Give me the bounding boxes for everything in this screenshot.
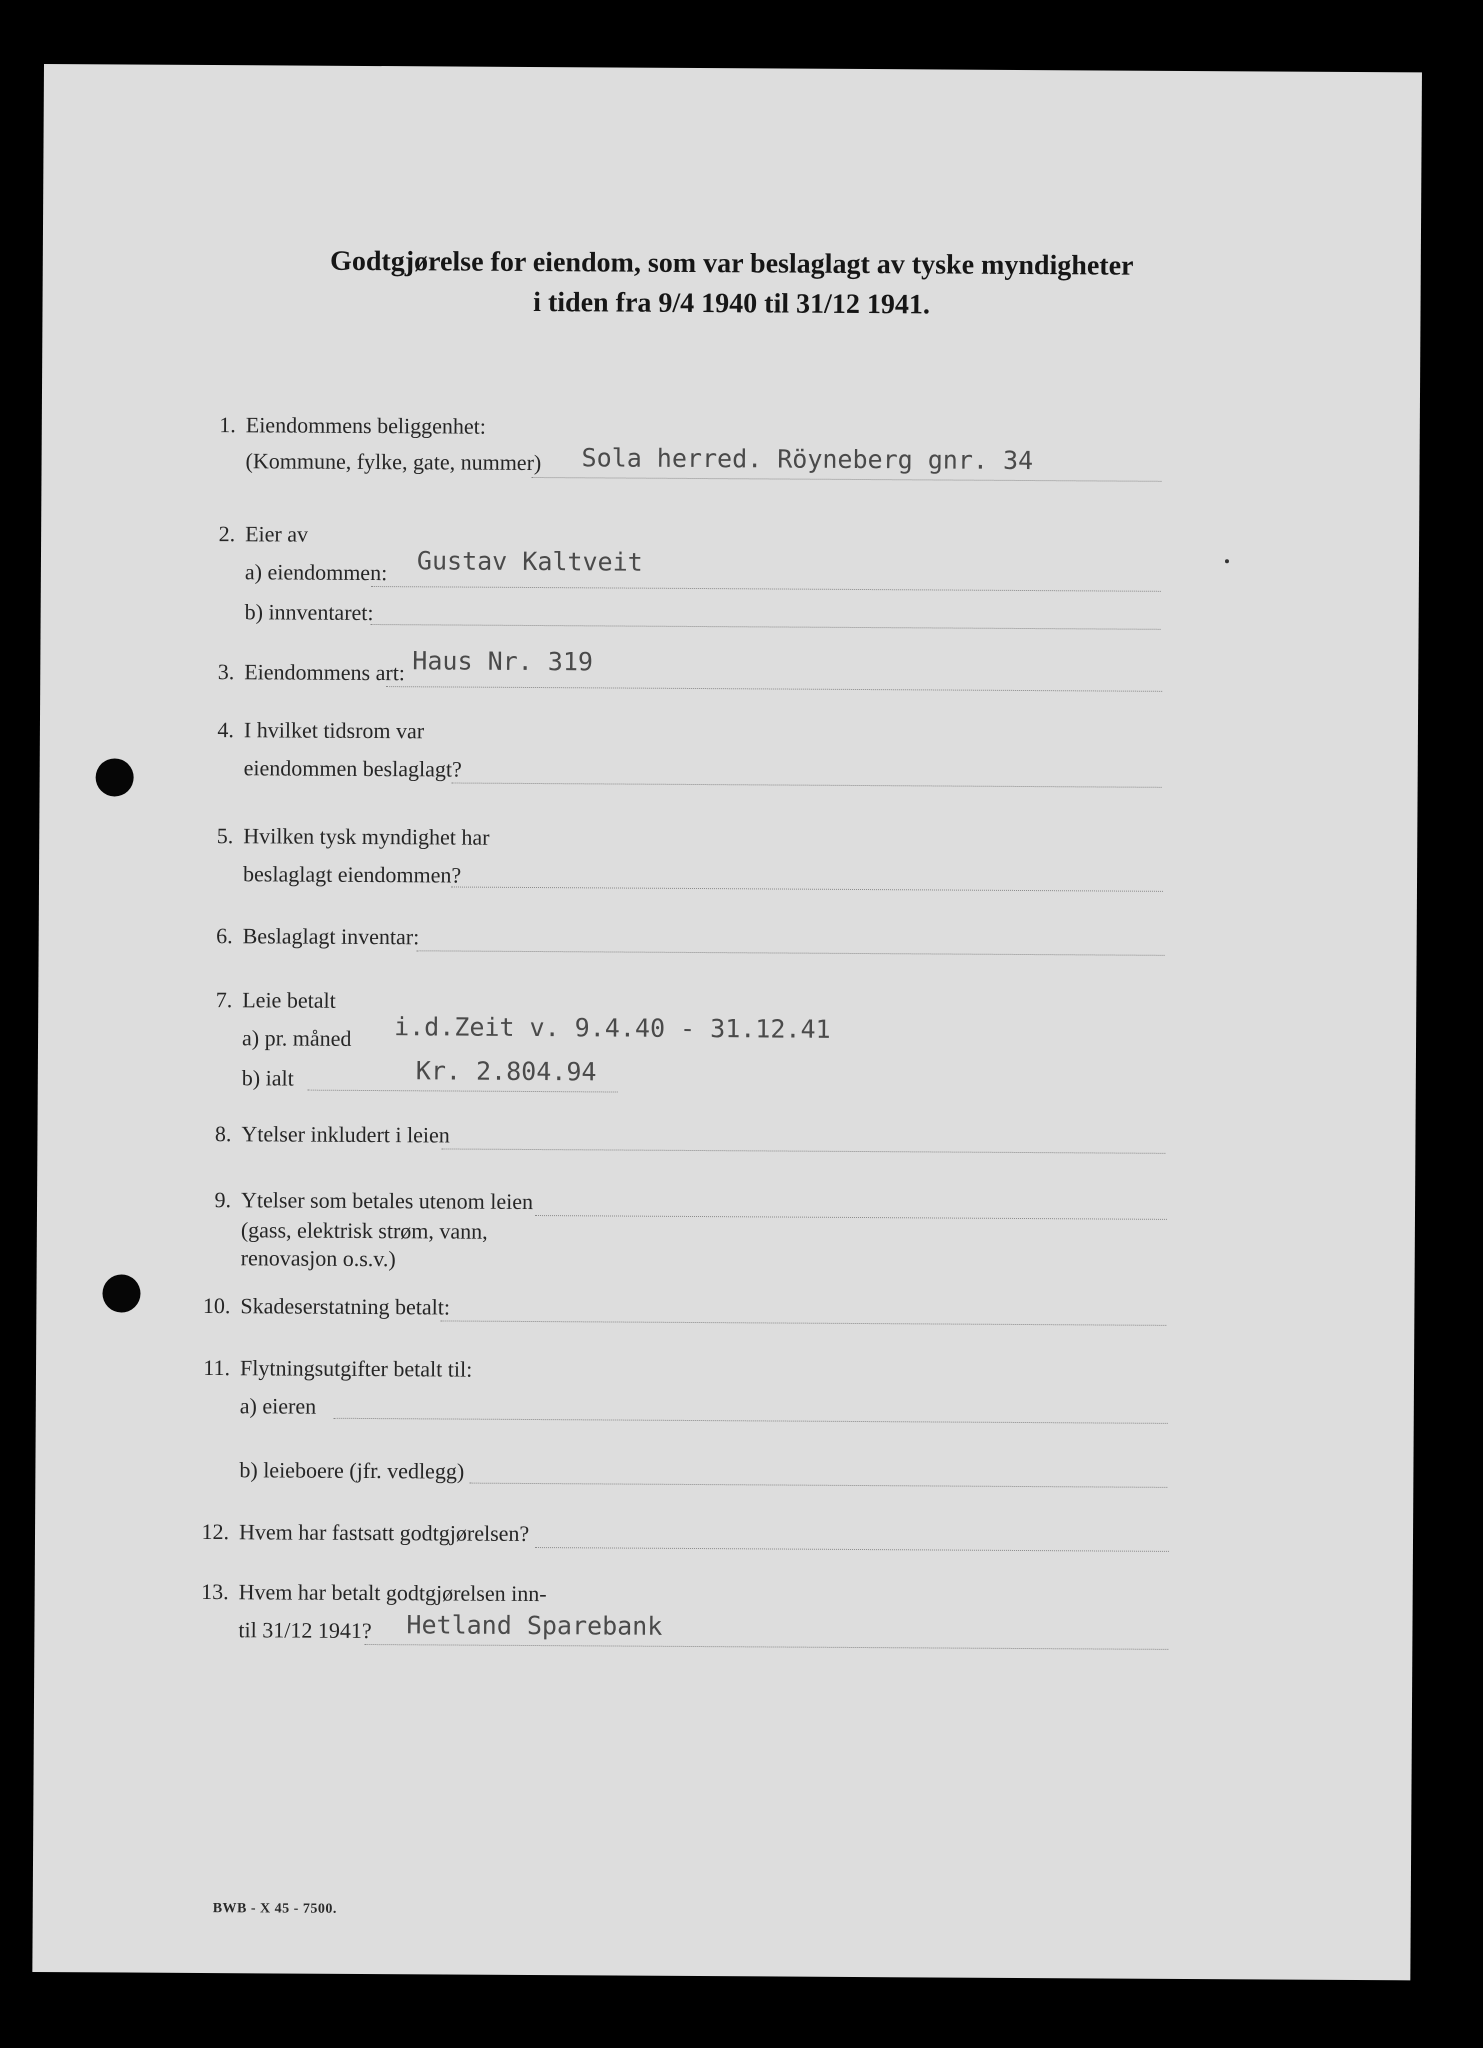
ink-speck — [1225, 559, 1229, 563]
item-1-value: Sola herred. Röyneberg gnr. 34 — [581, 443, 1034, 476]
item-2b-field-line — [371, 624, 1161, 630]
item-11b-field-line — [469, 1483, 1167, 1488]
form-sheet — [32, 64, 1422, 1980]
item-7b-field-line — [308, 1090, 618, 1093]
item-4-label: 4. I hvilket tidsrom var — [217, 717, 425, 744]
item-8-field-line — [441, 1148, 1165, 1153]
item-7b-label: b) ialt — [241, 1065, 294, 1091]
item-11-label: 11. Flytningsutgifter betalt til: — [203, 1354, 473, 1382]
item-5-sublabel: beslaglagt eiendommen? — [242, 861, 462, 888]
form-title-line-1: Godtgjørelse for eiendom, som var beslaglagt av tyske myndigheter — [330, 245, 1134, 282]
item-7b-value: Kr. 2.804.94 — [415, 1056, 597, 1087]
item-11a-field-line — [334, 1418, 1168, 1424]
item-13-sublabel: til 31/12 1941? — [238, 1617, 372, 1644]
item-2a-label: a) eiendommen: — [244, 559, 388, 586]
item-1-label: 1. Eiendommens beliggenhet: — [192, 412, 486, 440]
item-4-field-line — [452, 783, 1162, 788]
item-12-field-line — [535, 1547, 1169, 1552]
punch-hole-bottom — [102, 1274, 140, 1312]
item-1-sublabel: (Kommune, fylke, gate, nummer) — [245, 448, 542, 476]
item-12-label: 12. Hvem har fastsatt godtgjørelsen? — [201, 1518, 530, 1546]
form-title — [42, 240, 1420, 328]
item-7a-label: a) pr. måned — [241, 1025, 352, 1051]
item-2a-value: Gustav Kaltveit — [416, 546, 643, 577]
item-9-label: 9. Ytelser som betales utenom leien — [214, 1187, 534, 1215]
item-2-label: 2. Eier av — [218, 521, 309, 547]
item-2a-field-line — [371, 586, 1161, 592]
item-3-label: 3. Eiendommens art: — [217, 659, 406, 686]
item-11b-label: b) leieboere (jfr. vedlegg) — [239, 1457, 465, 1484]
punch-hole-top — [96, 758, 134, 796]
item-9-field-line — [535, 1215, 1167, 1220]
item-number: 1. — [219, 412, 236, 438]
print-code: BWB - X 45 - 7500. — [212, 1901, 337, 1917]
item-9-sublabel-2: renovasjon o.s.v.) — [240, 1245, 396, 1272]
item-4-sublabel: eiendommen beslaglagt? — [243, 755, 462, 782]
item-11a-label: a) eieren — [239, 1393, 317, 1419]
item-9-sublabel-1: (gass, elektrisk strøm, vann, — [240, 1217, 488, 1244]
item-7-label: 7. Leie betalt — [215, 987, 336, 1013]
item-7a-value: i.d.Zeit v. 9.4.40 - 31.12.41 — [394, 1012, 831, 1044]
item-3-field-line — [386, 686, 1162, 692]
form-title-line-2: i tiden fra 9/4 1940 til 31/12 1941. — [533, 286, 930, 321]
item-6-field-line — [417, 950, 1165, 956]
item-13-label: 13. Hvem har betalt godtgjørelsen inn- — [201, 1578, 547, 1607]
item-6-label: 6. Beslaglagt inventar: — [216, 923, 420, 950]
item-13-value: Hetland Sparebank — [406, 1610, 663, 1641]
item-5-field-line — [451, 887, 1163, 892]
item-3-value: Haus Nr. 319 — [412, 646, 594, 677]
item-10-label: 10. Skadeserstatning betalt: — [202, 1292, 451, 1320]
item-2b-label: b) innventaret: — [244, 599, 374, 626]
item-13-field-line — [364, 1644, 1168, 1650]
item-1-field-line — [531, 477, 1161, 482]
item-5-label: 5. Hvilken tysk myndighet har — [216, 823, 490, 850]
item-8-label: 8. Ytelser inkludert i leien — [214, 1121, 450, 1148]
item-10-field-line — [440, 1320, 1166, 1325]
